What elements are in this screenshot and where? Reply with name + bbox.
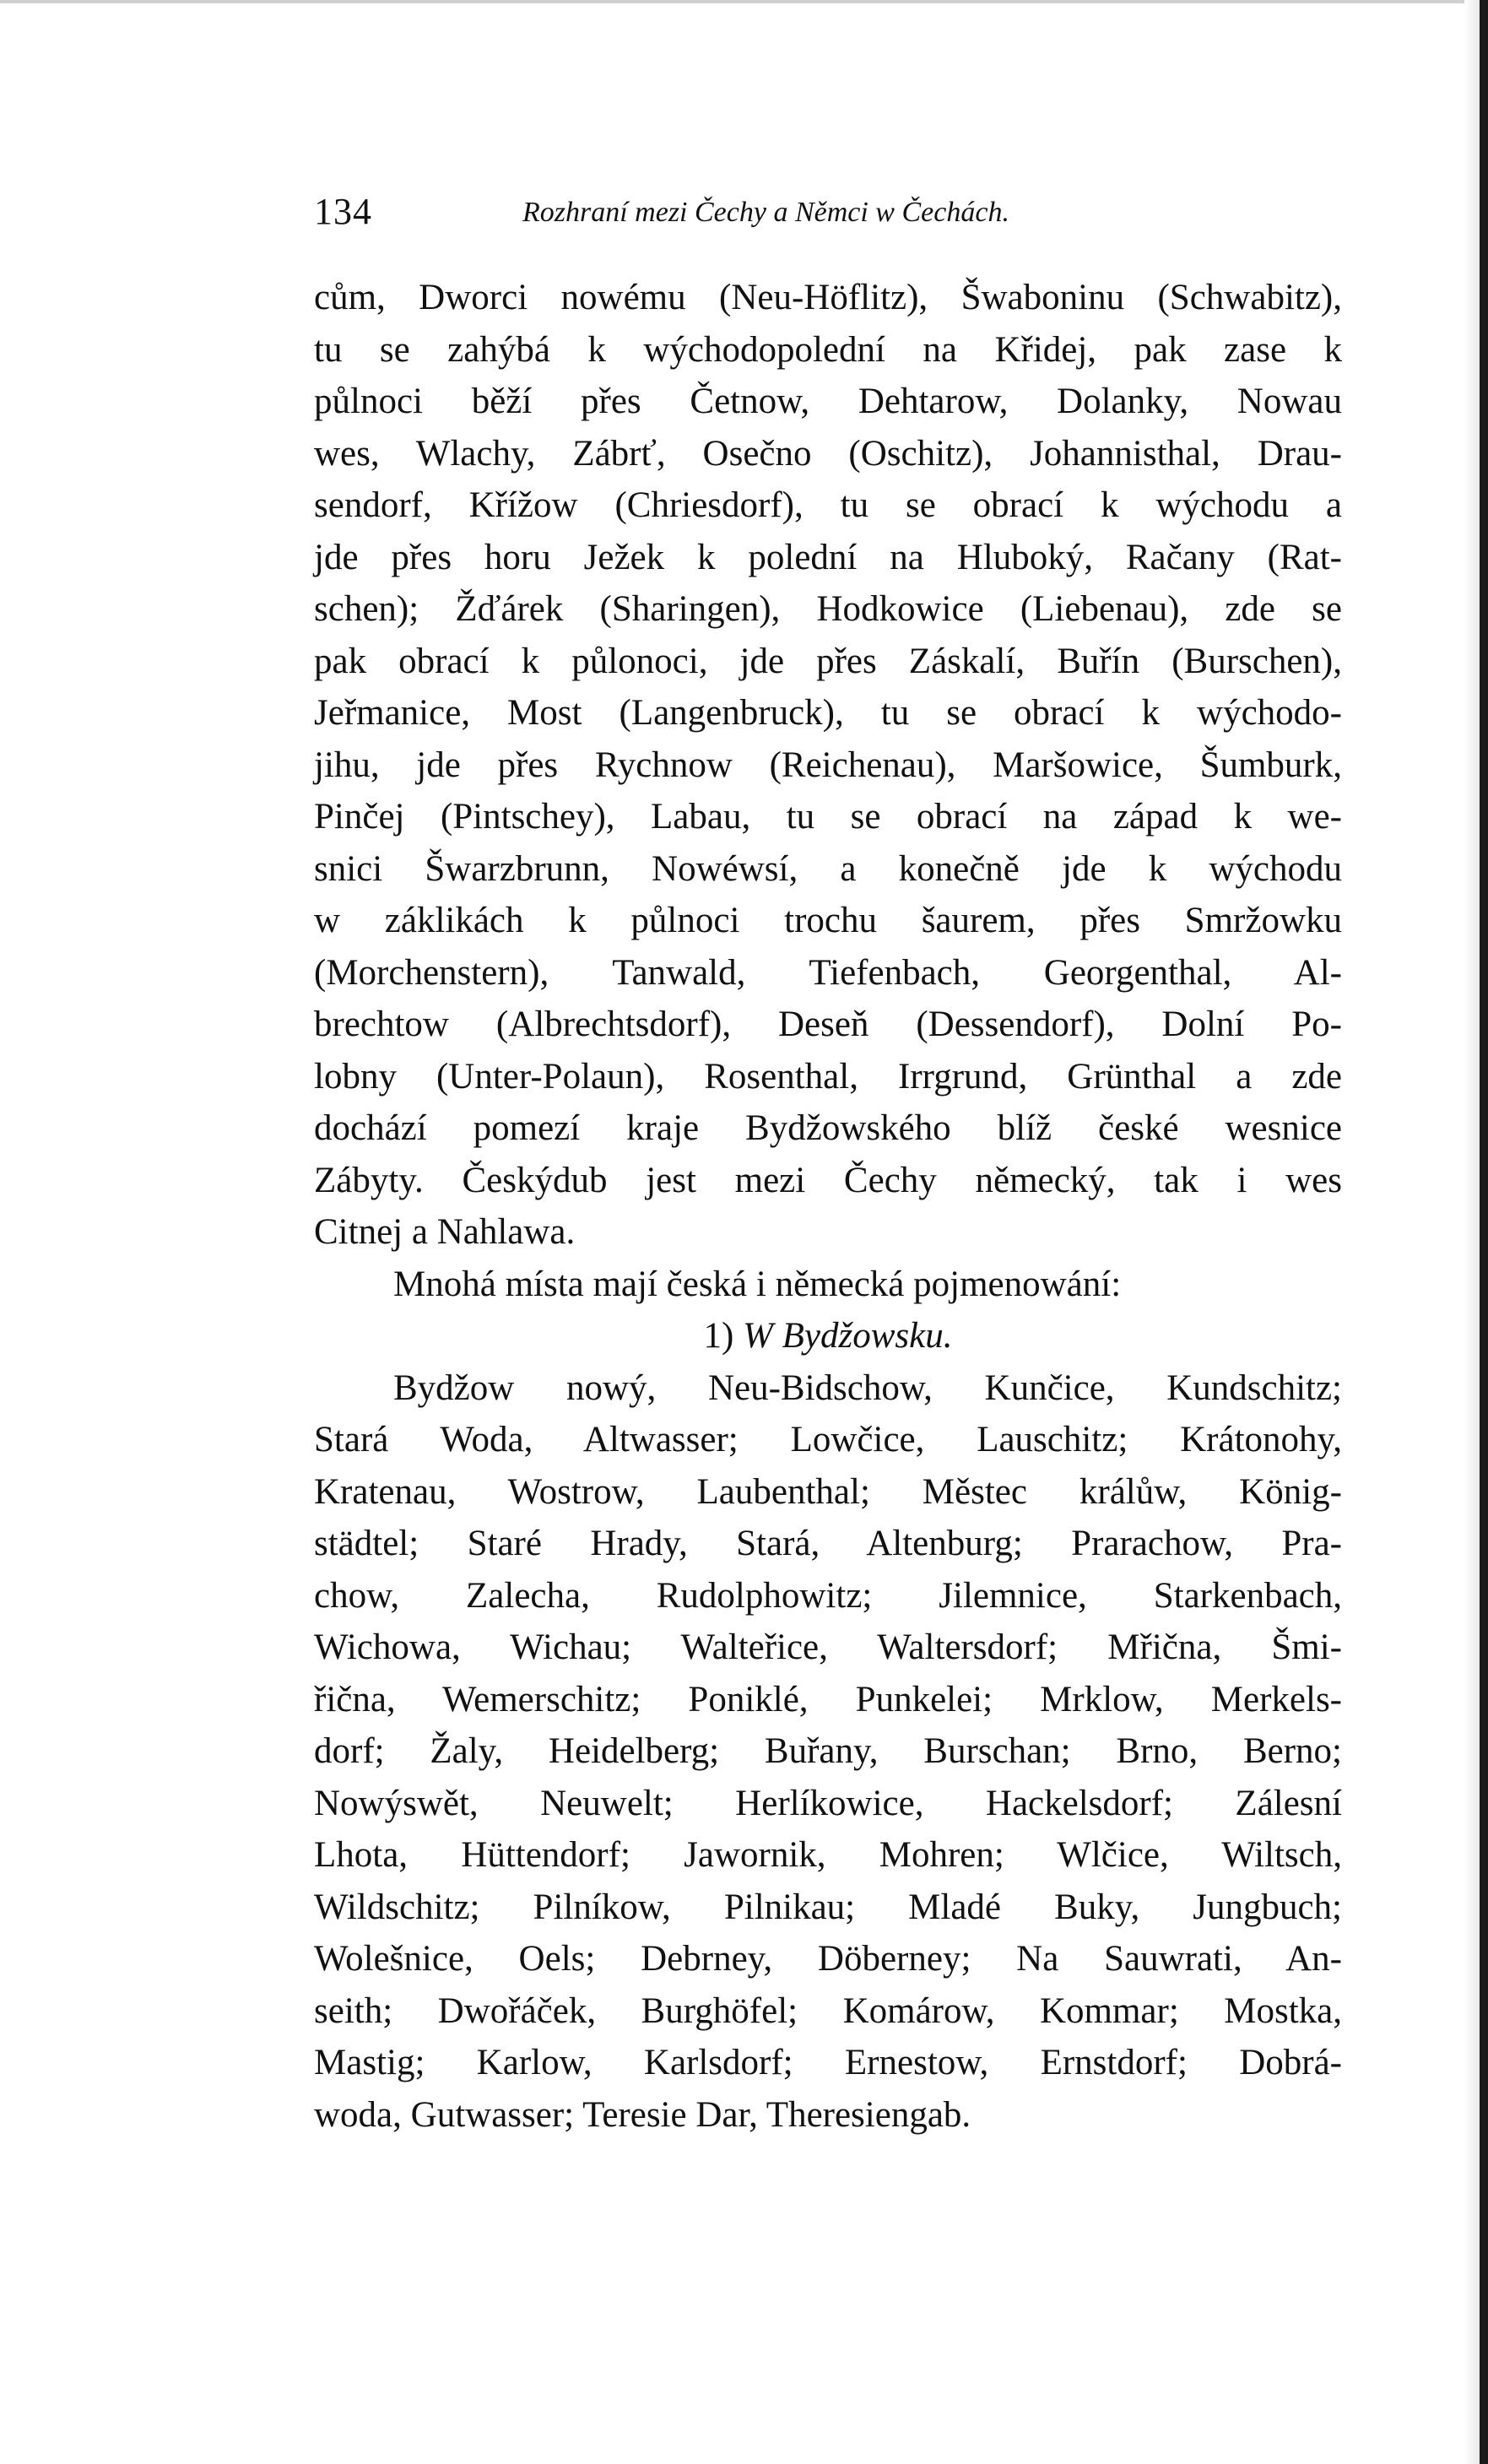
page-right-edge [1480,0,1488,2464]
page-top-edge [0,0,1488,3]
text-line: Jeřmanice, Most (Langenbruck), tu se obrací k wýchodo- [314,693,1342,733]
text-line: řična, Wemerschitz; Poniklé, Punkelei; Mrklow, Merkels- [314,1679,1342,1719]
text-line: woda, Gutwasser; Teresie Dar, Theresiengab. [314,2094,971,2135]
text-line: w záklikách k půlnoci trochu šaurem, přes Smržowku [314,901,1342,940]
text-line: schen); Žďárek (Sharingen), Hodkowice (Liebenau), zde se [314,589,1342,629]
text-line: städtel; Staré Hrady, Stará, Altenburg; Prarachow, Pra- [314,1524,1342,1563]
paragraph-1 [314,272,1342,1259]
paragraph-3 [314,1362,1342,2142]
text-line: Citnej a Nahlawa. [314,1212,576,1252]
section-title: W Bydžowsku. [743,1316,953,1356]
text-line: lobny (Unter-Polaun), Rosenthal, Irrgrund, Grünthal a zde [314,1056,1342,1097]
running-title: Rozhraní mezi Čechy a Němci w Čechách. [522,197,1009,228]
text-line: snici Šwarzbrunn, Nowéwsí, a konečně jde k wýchodu [314,848,1342,889]
text-line: sendorf, Křížow (Chriesdorf), tu se obrací k wýchodu a [314,485,1342,525]
page-gutter-shadow [1464,0,1480,2464]
section-heading [314,1310,1342,1362]
text-line: (Morchenstern), Tanwald, Tiefenbach, Georgenthal, Al- [314,952,1342,993]
text-line: Wolešnice, Oels; Debrney, Döberney; Na Sauwrati, An- [314,1939,1342,1979]
text-line: seith; Dwořáček, Burghöfel; Komárow, Kommar; Mostka, [314,1990,1342,2031]
running-header [314,190,1352,241]
text-line: tu se zahýbá k wýchodopolední na Křidej, pak zase k [314,329,1342,370]
text-line: cům, Dworci nowému (Neu-Höflitz), Šwaboninu (Schwabitz), [314,278,1342,317]
text-line: brechtow (Albrechtsdorf), Deseň (Dessendorf), Dolní Po- [314,1005,1342,1044]
text-line: chow, Zalecha, Rudolphowitz; Jilemnice, Starkenbach, [314,1575,1342,1616]
page-number: 134 [314,191,372,232]
text-line: Nowýswět, Neuwelt; Herlíkowice, Hackelsdorf; Zálesní [314,1783,1342,1823]
paragraph-2: Mnohá místa mají česká i německá pojmenowání: [393,1264,1122,1304]
text-line: pak obrací k půlonoci, jde přes Záskalí, Buřín (Burschen), [314,641,1342,681]
text-line: Lhota, Hüttendorf; Jawornik, Mohren; Wlčice, Wiltsch, [314,1835,1342,1875]
text-line: Stará Woda, Altwasser; Lowčice, Lauschitz; Krátonohy, [314,1420,1342,1459]
text-line: Zábyty. Českýdub jest mezi Čechy německý, tak i wes [314,1160,1342,1200]
text-line: Wichowa, Wichau; Walteřice, Waltersdorf; Mřična, Šmi- [314,1627,1342,1667]
text-line: půlnoci běží přes Četnow, Dehtarow, Dolanky, Nowau [314,382,1342,421]
text-line: Wildschitz; Pilníkow, Pilnikau; Mladé Buky, Jungbuch; [314,1887,1342,1927]
body-text [314,272,1342,2141]
text-line: wes, Wlachy, Zábrť, Osečno (Oschitz), Johannisthal, Drau- [314,433,1342,474]
text-line: Kratenau, Wostrow, Laubenthal; Městec králůw, König- [314,1471,1342,1512]
section-number: 1) [703,1316,734,1356]
text-line: dorf; Žaly, Heidelberg; Buřany, Burschan; Brno, Berno; [314,1731,1342,1771]
text-line: dochází pomezí kraje Bydžowského blíž české wesnice [314,1108,1342,1148]
text-line: Bydžow nowý, Neu-Bidschow, Kunčice, Kundschitz; [393,1367,1342,1408]
text-line: Pinčej (Pintschey), Labau, tu se obrací na západ k we- [314,797,1342,837]
text-line: jihu, jde přes Rychnow (Reichenau), Maršowice, Šumburk, [314,745,1342,785]
text-line: jde přes horu Ježek k polední na Hluboký, Račany (Rat- [314,537,1342,577]
text-line: Mastig; Karlow, Karlsdorf; Ernestow, Ernstdorf; Dobrá- [314,2043,1342,2082]
